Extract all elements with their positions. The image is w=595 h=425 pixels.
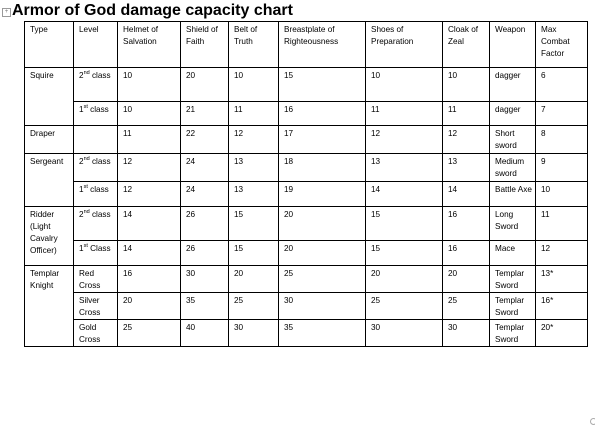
max-combat-cell: 6	[536, 68, 588, 102]
shield-value: 26	[181, 241, 229, 266]
level-cell	[74, 266, 118, 293]
breastplate-value: 25	[279, 266, 366, 293]
shoes-value: 13	[366, 154, 443, 182]
header-belt: Belt of Truth	[229, 22, 279, 68]
breastplate-value: 19	[279, 182, 366, 207]
shoes-value: 11	[366, 102, 443, 126]
level-suffix: st	[83, 104, 88, 110]
level-cell	[74, 68, 118, 102]
belt-value: 15	[229, 207, 279, 241]
cloak-value: 30	[443, 320, 490, 347]
belt-value: 12	[229, 126, 279, 154]
weapon-cell: dagger	[490, 68, 536, 102]
table-row	[25, 320, 588, 347]
shoes-value: 14	[366, 182, 443, 207]
level-suffix: nd	[83, 156, 90, 162]
helmet-value: 14	[118, 241, 181, 266]
shoes-value: 30	[366, 320, 443, 347]
level-label: Class	[87, 244, 111, 253]
weapon-cell: Battle Axe	[490, 182, 536, 207]
header-max-combat: Max Combat Factor	[536, 22, 588, 68]
helmet-value: 10	[118, 102, 181, 126]
level-cell	[74, 320, 118, 347]
table-row	[25, 126, 588, 154]
shoes-value: 15	[366, 207, 443, 241]
shield-value: 24	[181, 154, 229, 182]
helmet-value: 12	[118, 154, 181, 182]
level-number: 1	[79, 185, 84, 194]
header-level: Level	[74, 22, 118, 68]
cloak-value: 11	[443, 102, 490, 126]
belt-value: 15	[229, 241, 279, 266]
shield-value: 35	[181, 293, 229, 320]
cloak-value: 12	[443, 126, 490, 154]
weapon-cell: Templar Sword	[490, 320, 536, 347]
belt-value: 13	[229, 154, 279, 182]
level-number: 1	[79, 244, 84, 253]
shield-value: 40	[181, 320, 229, 347]
level-label: class	[89, 157, 111, 166]
table-row	[25, 102, 588, 126]
level-suffix: st	[83, 184, 88, 190]
level-label: Red Cross	[79, 269, 101, 290]
helmet-value: 16	[118, 266, 181, 293]
weapon-cell: Templar Sword	[490, 266, 536, 293]
belt-value: 11	[229, 102, 279, 126]
max-combat-cell: 9	[536, 154, 588, 182]
breastplate-value: 35	[279, 320, 366, 347]
level-label: Silver Cross	[79, 296, 101, 317]
level-label: class	[87, 105, 109, 114]
type-cell: Draper	[25, 126, 74, 154]
max-combat-cell: 20*	[536, 320, 588, 347]
page-title: Armor of God damage capacity chart	[12, 2, 293, 19]
helmet-value: 25	[118, 320, 181, 347]
level-cell	[74, 182, 118, 207]
table-row	[25, 293, 588, 320]
level-cell	[74, 207, 118, 241]
shield-value: 20	[181, 68, 229, 102]
breastplate-value: 15	[279, 68, 366, 102]
table-row	[25, 154, 588, 182]
max-combat-cell: 11	[536, 207, 588, 241]
shield-value: 22	[181, 126, 229, 154]
table-row	[25, 182, 588, 207]
belt-value: 10	[229, 68, 279, 102]
header-shield: Shield of Faith	[181, 22, 229, 68]
level-suffix: st	[83, 243, 88, 249]
header-type: Type	[25, 22, 74, 68]
shield-value: 24	[181, 182, 229, 207]
header-shoes: Shoes of Preparation	[366, 22, 443, 68]
max-combat-cell: 13*	[536, 266, 588, 293]
max-combat-cell: 12	[536, 241, 588, 266]
breastplate-value: 16	[279, 102, 366, 126]
belt-value: 13	[229, 182, 279, 207]
cloak-value: 14	[443, 182, 490, 207]
weapon-cell: Templar Sword	[490, 293, 536, 320]
type-cell: Templar Knight	[25, 266, 74, 347]
type-cell: Ridder (Light Cavalry Officer)	[25, 207, 74, 266]
level-number: 2	[79, 71, 84, 80]
helmet-value: 12	[118, 182, 181, 207]
level-cell	[74, 154, 118, 182]
breastplate-value: 30	[279, 293, 366, 320]
level-number: 1	[79, 105, 84, 114]
breastplate-value: 17	[279, 126, 366, 154]
helmet-value: 14	[118, 207, 181, 241]
table-anchor-icon[interactable]: +	[2, 8, 11, 17]
table-row	[25, 266, 588, 293]
level-cell	[74, 102, 118, 126]
belt-value: 25	[229, 293, 279, 320]
level-suffix: nd	[83, 70, 90, 76]
header-row	[25, 22, 588, 68]
level-number: 2	[79, 157, 84, 166]
cloak-value: 16	[443, 241, 490, 266]
cloak-value: 20	[443, 266, 490, 293]
type-cell: Squire	[25, 68, 74, 126]
weapon-cell: Long Sword	[490, 207, 536, 241]
shoes-value: 15	[366, 241, 443, 266]
type-cell: Sergeant	[25, 154, 74, 207]
shoes-value: 25	[366, 293, 443, 320]
cloak-value: 25	[443, 293, 490, 320]
max-combat-cell: 7	[536, 102, 588, 126]
belt-value: 30	[229, 320, 279, 347]
weapon-cell: Short sword	[490, 126, 536, 154]
max-combat-cell: 16*	[536, 293, 588, 320]
header-cloak: Cloak of Zeal	[443, 22, 490, 68]
level-cell	[74, 293, 118, 320]
helmet-value: 11	[118, 126, 181, 154]
level-cell	[74, 241, 118, 266]
helmet-value: 10	[118, 68, 181, 102]
header-weapon: Weapon	[490, 22, 536, 68]
cloak-value: 16	[443, 207, 490, 241]
damage-capacity-table	[24, 21, 588, 347]
level-label: class	[87, 185, 109, 194]
header-helmet: Helmet of Salvation	[118, 22, 181, 68]
level-number: 2	[79, 210, 84, 219]
max-combat-cell: 8	[536, 126, 588, 154]
shield-value: 26	[181, 207, 229, 241]
cloak-value: 10	[443, 68, 490, 102]
shoes-value: 12	[366, 126, 443, 154]
table-row	[25, 68, 588, 102]
shoes-value: 10	[366, 68, 443, 102]
max-combat-cell: 10	[536, 182, 588, 207]
table-row	[25, 207, 588, 241]
cloak-value: 13	[443, 154, 490, 182]
belt-value: 20	[229, 266, 279, 293]
level-label: Gold Cross	[79, 323, 101, 344]
breastplate-value: 18	[279, 154, 366, 182]
shoes-value: 20	[366, 266, 443, 293]
weapon-cell: dagger	[490, 102, 536, 126]
shield-value: 30	[181, 266, 229, 293]
breastplate-value: 20	[279, 241, 366, 266]
weapon-cell: Medium sword	[490, 154, 536, 182]
header-breastplate: Breastplate of Righteousness	[279, 22, 366, 68]
weapon-cell: Mace	[490, 241, 536, 266]
level-suffix: nd	[83, 209, 90, 215]
helmet-value: 20	[118, 293, 181, 320]
level-label: class	[89, 71, 111, 80]
breastplate-value: 20	[279, 207, 366, 241]
table-row	[25, 241, 588, 266]
level-label: class	[89, 210, 111, 219]
shield-value: 21	[181, 102, 229, 126]
level-cell	[74, 126, 118, 154]
